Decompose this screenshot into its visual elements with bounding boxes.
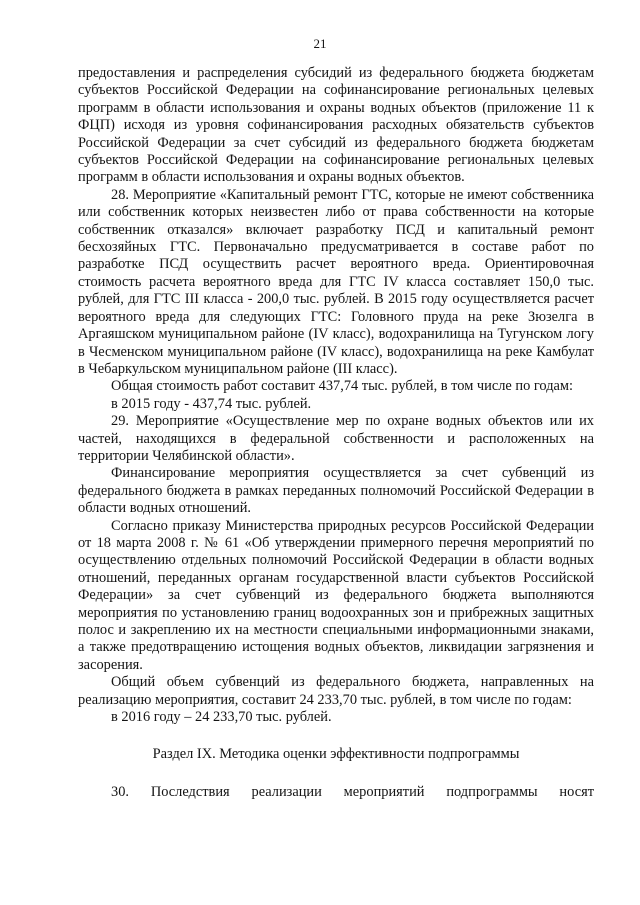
paragraph-item-29: 29. Мероприятие «Осуществление мер по охране водных объектов или их частей, находящихся в федеральной собственности и расположенных на территории Челябинской области». [78, 413, 594, 464]
paragraph-item-30-start: 30. Последствия реализации мероприятий подпрограммы носят [111, 783, 594, 800]
paragraph-year-2016: в 2016 году – 24 233,70 тыс. рублей. [111, 709, 332, 726]
document-body [78, 65, 594, 801]
paragraph-ministry-order: Согласно приказу Министерства природных ресурсов Российской Федерации от 18 марта 2008 г. № 61 «Об утверждении примерного перечня мероприятий по осуществлению отдельных полномочий Российской Федерации в области водных отношений, переданных органам государственной власти субъектов Российской Федерации» за счет субвенций из федерального бюджета выполняются мероприятия по установлению границ водоохранных зон и прибрежных защитных полос и закреплению их на местности специальными информационными знаками, а также предотвращению истощения водных объектов, ликвидации загрязнения и засорения. [78, 517, 594, 673]
paragraph-total-cost: Общая стоимость работ составит 437,74 тыс. рублей, в том числе по годам: [111, 378, 574, 395]
paragraph-subsidies-continuation: предоставления и распределения субсидий из федерального бюджета бюджетам субъектов Российской Федерации на софинансирование региональных целевых программ в области использования и охраны водных объектов (приложение 11 к ФЦП) исходя из уровня софинансирования расходных обязательств субъектов Российской Федерации за счет субсидий из федерального бюджета бюджетам субъектов Российской Федерации на софинансирование региональных целевых программ в области использования и охраны водных объектов. [78, 65, 594, 186]
page-number: 21 [313, 36, 327, 51]
paragraph-item-28: 28. Мероприятие «Капитальный ремонт ГТС, которые не имеют собственника или собственник которых неизвестен либо от права собственности на которые собственник отказался» включает разработку ПСД и капитальный ремонт бесхозяйных ГТС. Первоначально предусматривается в составе работ по разработке ПСД осуществить расчет вероятного вреда. Ориентировочная стоимость расчета вероятного вреда для ГТС IV класса составляет 150,0 тыс. рублей, для ГТС III класса - 200,0 тыс. рублей. В 2015 году осуществляется расчет вероятного вреда для следующих ГТС: Головного пруда на реке Зюзелга в Аргаяшском муниципальном районе (IV класс), водохранилища на Тугунском логу в Чесменском муниципальном районе (IV класс), водохранилища на реке Камбулат в Чебаркульском муниципальном районе (III класс). [78, 186, 594, 377]
paragraph-subventions-total: Общий объем субвенций из федерального бюджета, направленных на реализацию мероприятия, составит 24 233,70 тыс. рублей, в том числе по годам: [78, 674, 594, 708]
paragraph-financing: Финансирование мероприятия осуществляется за счет субвенций из федерального бюджета в рамках переданных полномочий Российской Федерации в области водных отношений. [78, 465, 594, 517]
section-heading: Раздел IX. Методика оценки эффективности подпрограммы [152, 746, 520, 763]
paragraph-year-2015: в 2015 году - 437,74 тыс. рублей. [111, 395, 312, 412]
